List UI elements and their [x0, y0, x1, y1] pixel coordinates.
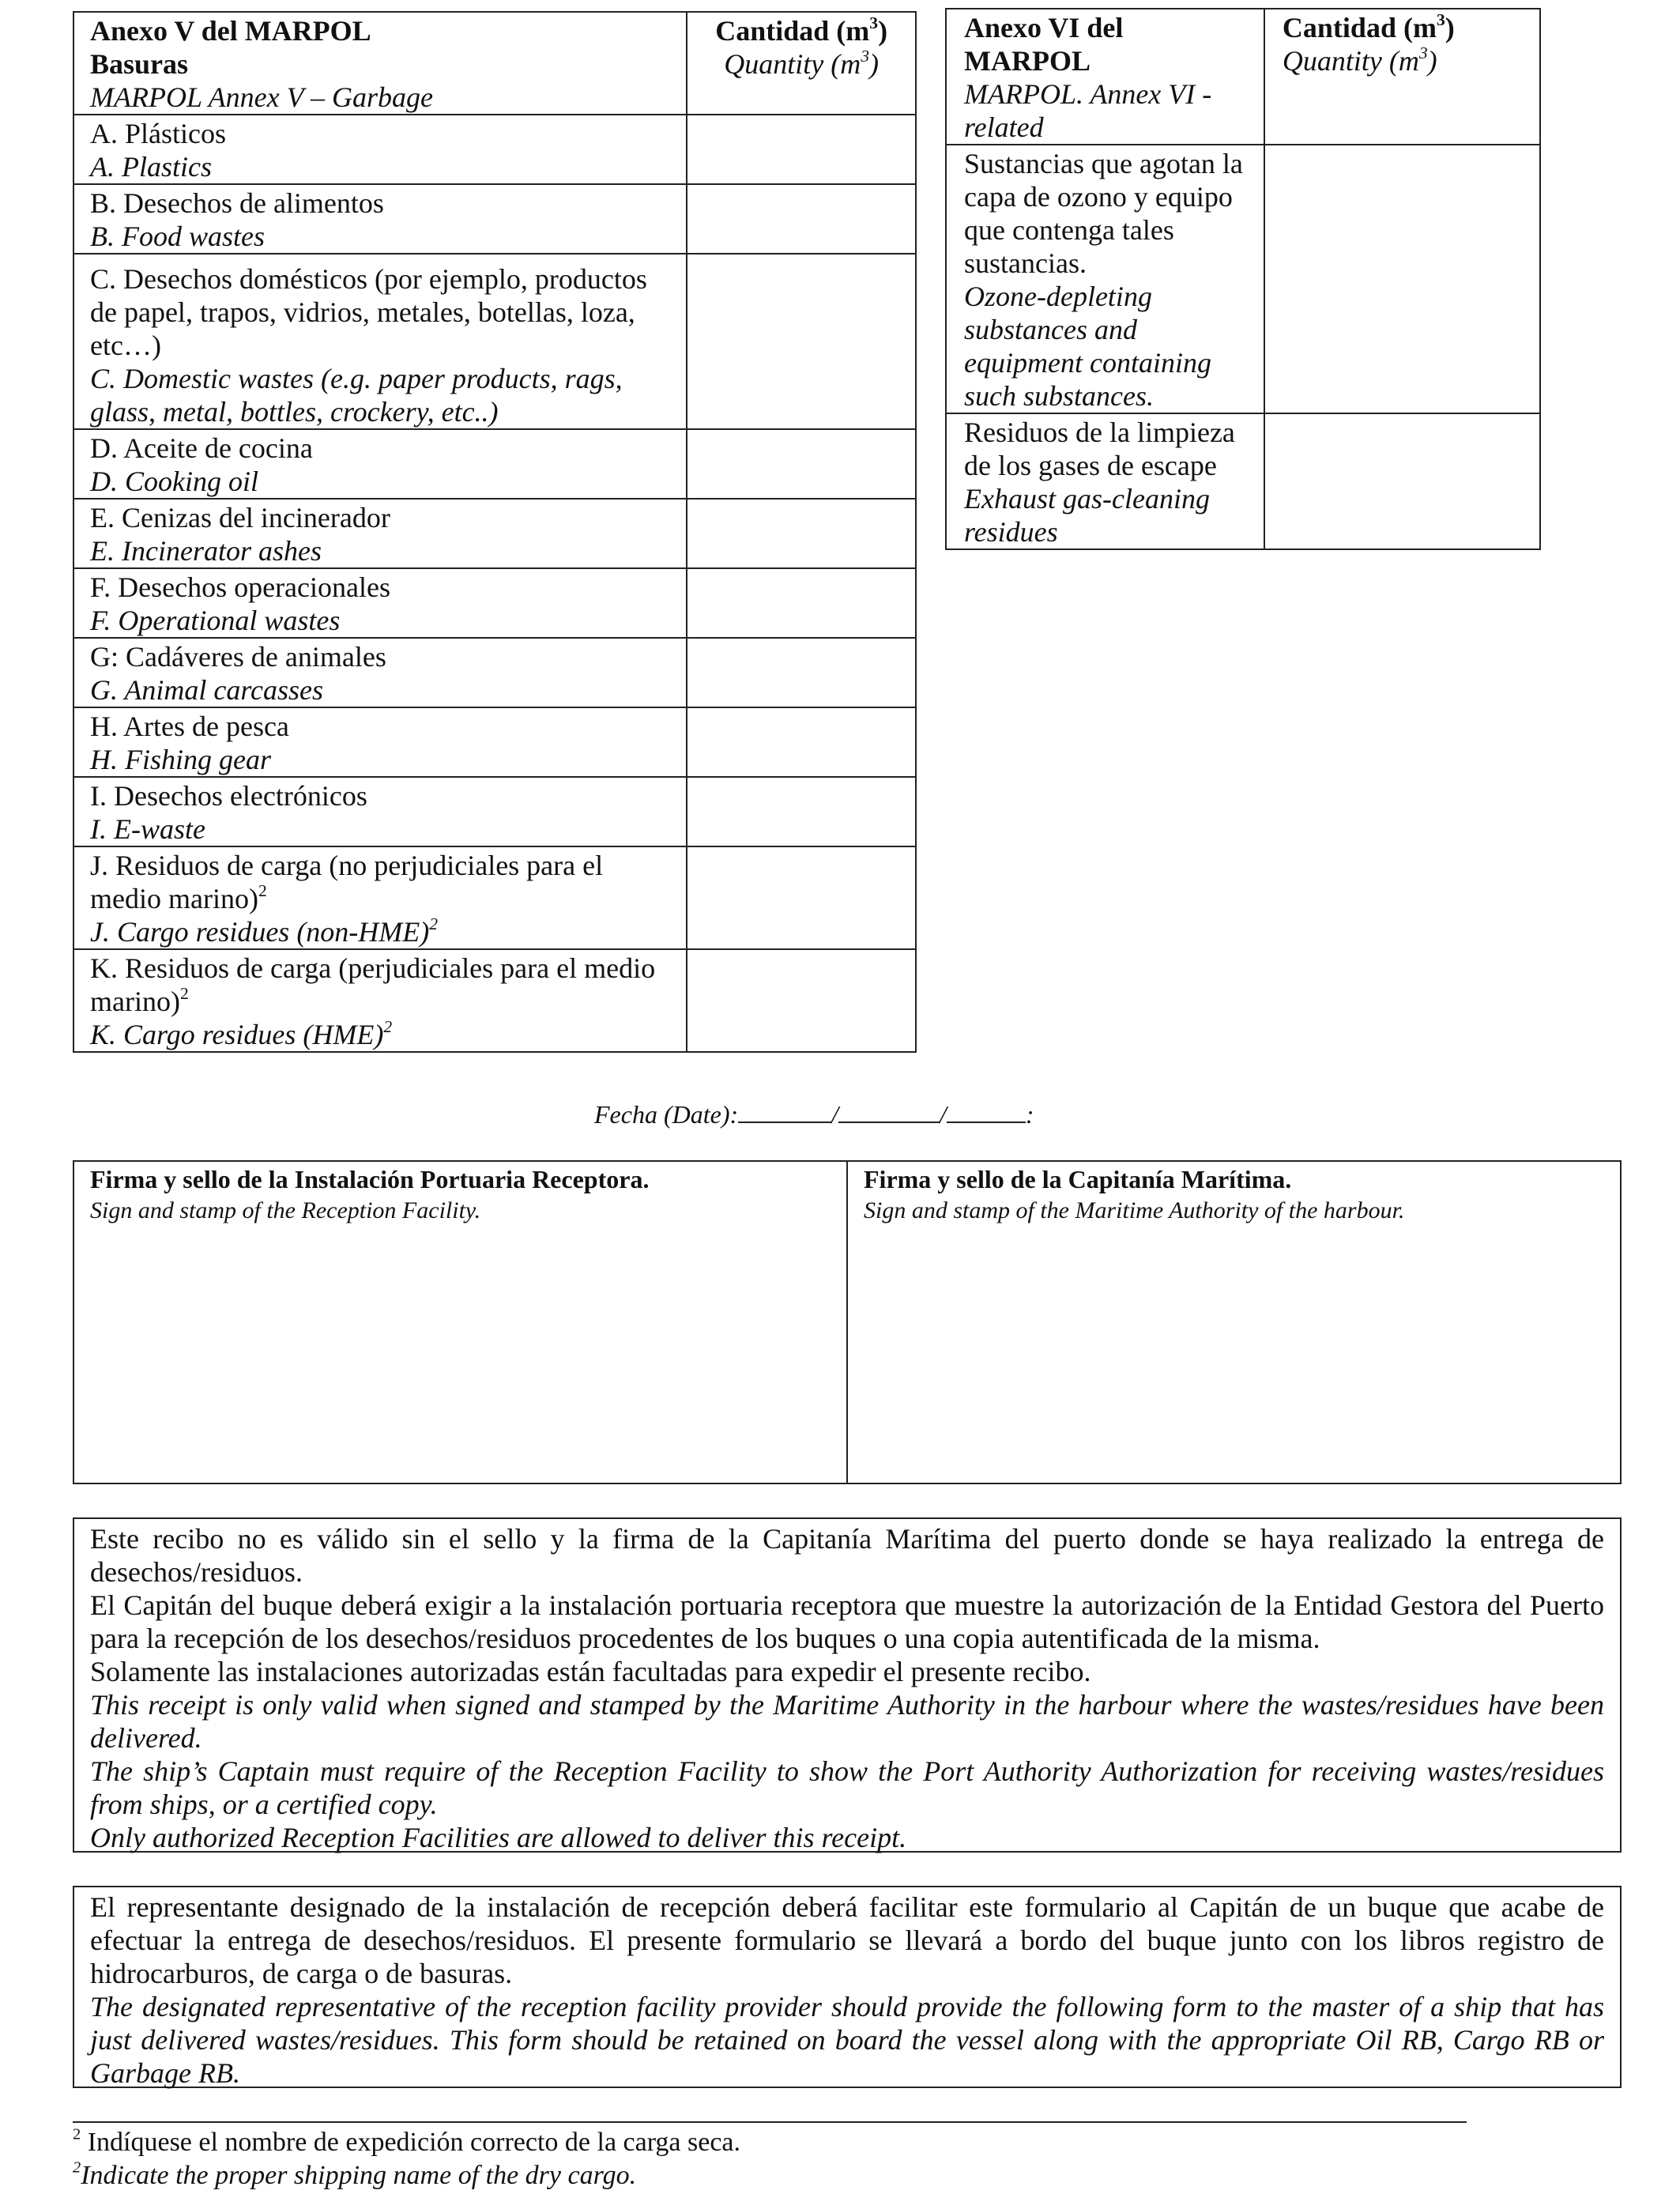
facility-signature-subtitle: Sign and stamp of the Reception Facility. [90, 1197, 481, 1223]
qty-unit-superscript: 3 [1436, 9, 1445, 29]
annex-v-row [73, 184, 916, 254]
waste-type-en: C. Domestic wastes (e.g. paper products, rags, glass, metal, bottles, crockery, etc..) [90, 363, 623, 428]
qty-label-en-text: Quantity (m [1282, 45, 1419, 77]
annex-v-title: Anexo V del MARPOL [90, 15, 371, 47]
qty-label-en-text: Quantity (m [724, 48, 861, 80]
waste-type-cell [73, 429, 687, 499]
date-month-field[interactable] [838, 1099, 940, 1123]
annex-vi-rows [946, 145, 1540, 549]
quantity-input-cell[interactable] [687, 499, 916, 568]
substance-es: Residuos de la limpieza de los gases de escape [964, 417, 1235, 481]
footnote-en [73, 2159, 740, 2192]
annex-v-row [73, 115, 916, 184]
quantity-input-cell[interactable] [687, 568, 916, 638]
waste-type-cell [73, 949, 687, 1052]
qty-label-close: ) [878, 15, 888, 47]
waste-type-en: D. Cooking oil [90, 466, 258, 497]
waste-type-en: H. Fishing gear [90, 744, 271, 775]
date-line [594, 1099, 1034, 1129]
notice-paragraph: El Capitán del buque deberá exigir a la instalación portuaria receptora que muestre la autorización de la Entidad Gestora del Puerto para la recepción de los desechos/residuos procedentes de los buques o una copia autentificada de la misma. [90, 1589, 1604, 1654]
footnote-mark: 2 [73, 2158, 81, 2177]
annex-vi-row [946, 145, 1540, 413]
waste-type-en: F. Operational wastes [90, 605, 341, 636]
qty-unit-superscript: 3 [861, 46, 870, 66]
notice-paragraph: Only authorized Reception Facilities are allowed to deliver this receipt. [90, 1822, 907, 1853]
footnote-es [73, 2126, 740, 2159]
substance-es: Sustancias que agotan la capa de ozono y equipo que contenga tales sustancias. [964, 148, 1243, 279]
waste-type-cell [73, 184, 687, 254]
waste-type-es: H. Artes de pesca [90, 711, 289, 742]
waste-type-es: K. Residuos de carga (perjudiciales para el medio marino)$^2$ [90, 952, 656, 1017]
waste-type-en-text: K. Cargo residues (HME) [90, 1019, 384, 1050]
quantity-input-cell[interactable] [687, 429, 916, 499]
annex-v-row [73, 846, 916, 949]
footnote-ref: 2 [429, 914, 439, 933]
quantity-input-cell[interactable] [687, 707, 916, 777]
quantity-input-cell[interactable] [687, 184, 916, 254]
qty-label-close: ) [869, 48, 880, 80]
waste-type-cell [73, 638, 687, 707]
annex-v-subtitle: Basuras [90, 48, 189, 80]
waste-type-es: A. Plásticos [90, 118, 227, 149]
date-label: Fecha (Date): [594, 1100, 739, 1129]
facility-signature-title: Firma y sello de la Instalación Portuaria Receptora. [90, 1165, 650, 1193]
qty-label-es [1283, 11, 1522, 44]
annex-v-title-en: MARPOL Annex V – Garbage [90, 81, 433, 113]
qty-label-es [703, 14, 899, 47]
quantity-input-cell[interactable] [687, 638, 916, 707]
annex-v-table [73, 11, 917, 1053]
annex-v-row [73, 949, 916, 1052]
annex-vi-title-en: MARPOL. Annex VI - related [964, 78, 1212, 143]
waste-type-en-text: J. Cargo residues (non-HME) [90, 916, 430, 948]
qty-label-en [703, 47, 899, 81]
qty-unit-superscript: 3 [1418, 43, 1428, 62]
annex-v-row [73, 499, 916, 568]
authority-signature-subtitle: Sign and stamp of the Maritime Authority of the harbour. [864, 1197, 1405, 1223]
date-end: : [1025, 1100, 1034, 1129]
date-year-field[interactable] [947, 1099, 1026, 1123]
waste-type-es: G: Cadáveres de animales [90, 641, 386, 673]
qty-label-close: ) [1445, 12, 1455, 43]
footnote-es-text: Indíquese el nombre de expedición correcto de la carga seca. [81, 2128, 741, 2157]
waste-type-en: B. Food wastes [90, 221, 265, 252]
waste-type-cell [73, 254, 687, 429]
authority-signature-title: Firma y sello de la Capitanía Marítima. [864, 1165, 1292, 1193]
annex-v-row [73, 254, 916, 429]
footnote-ref: 2 [383, 1016, 393, 1036]
annex-vi-header-cell [946, 9, 1264, 145]
footnote-divider [73, 2121, 1467, 2123]
waste-type-es: B. Desechos de alimentos [90, 187, 384, 219]
quantity-input-cell[interactable] [687, 115, 916, 184]
signature-table [73, 1160, 1622, 1484]
waste-type-en: A. Plastics [90, 151, 212, 183]
footnote-ref: 2 [179, 983, 189, 1003]
qty-unit-superscript: 3 [869, 13, 879, 32]
waste-type-es: D. Aceite de cocina [90, 432, 313, 464]
waste-type-cell [73, 115, 687, 184]
quantity-input-cell[interactable] [687, 254, 916, 429]
waste-type-cell [73, 499, 687, 568]
quantity-input-cell[interactable] [687, 949, 916, 1052]
waste-type-es: I. Desechos electrónicos [90, 780, 367, 812]
notice-paragraph: Solamente las instalaciones autorizadas están facultadas para expedir el presente recibo. [90, 1656, 1091, 1687]
representative-notice [73, 1886, 1622, 2088]
waste-type-es: C. Desechos domésticos (por ejemplo, productos de papel, trapos, vidrios, metales, botellas, loza, etc…) [90, 263, 647, 361]
qty-label-es-text: Cantidad (m [715, 15, 870, 47]
substance-cell [946, 145, 1264, 413]
quantity-input-cell[interactable] [1264, 145, 1540, 413]
footnote-mark: 2 [73, 2125, 81, 2143]
substance-en: Ozone-depleting substances and equipment containing such substances. [964, 281, 1211, 412]
annex-v-row [73, 777, 916, 846]
waste-type-en [90, 1018, 670, 1051]
waste-type-es: E. Cenizas del incinerador [90, 502, 390, 533]
annex-v-row [73, 707, 916, 777]
footnote-ref: 2 [258, 880, 267, 900]
quantity-input-cell[interactable] [687, 777, 916, 846]
date-separator: / [831, 1100, 839, 1129]
waste-type-en: E. Incinerator ashes [90, 535, 322, 567]
quantity-input-cell[interactable] [1264, 413, 1540, 549]
waste-type-en: I. E-waste [90, 813, 205, 845]
notice-paragraph: This receipt is only valid when signed and stamped by the Maritime Authority in the harbour where the wastes/residues have been delivered. [90, 1689, 1604, 1754]
annex-v-header-row [73, 12, 916, 115]
substance-cell [946, 413, 1264, 549]
annex-vi-title: Anexo VI del MARPOL [964, 12, 1124, 77]
annex-v-rows [73, 115, 916, 1052]
waste-type-en [90, 915, 670, 948]
facility-signature-box[interactable] [73, 1161, 847, 1483]
annex-v-header-cell [73, 12, 687, 115]
notice-paragraph: The designated representative of the reception facility provider should provide the following form to the master of a ship that has just delivered wastes/residues. This form should be retained on board the vessel along with the appropriate Oil RB, Cargo RB or Garbage RB. [90, 1991, 1604, 2089]
annex-v-row [73, 429, 916, 499]
notice-paragraph: The ship’s Captain must require of the Reception Facility to show the Port Authority Authorization for receiving wastes/residues from ships, or a certified copy. [90, 1755, 1604, 1820]
annex-v-row [73, 638, 916, 707]
waste-type-cell [73, 777, 687, 846]
notice-paragraph: Este recibo no es válido sin el sello y la firma de la Capitanía Marítima del puerto donde se haya realizado la entrega de desechos/residuos. [90, 1523, 1604, 1588]
annex-v-row [73, 568, 916, 638]
annex-vi-header-row [946, 9, 1540, 145]
date-separator: / [940, 1100, 947, 1129]
qty-label-close: ) [1427, 45, 1437, 77]
validity-notice [73, 1517, 1622, 1853]
notice-paragraph: El representante designado de la instalación de recepción deberá facilitar este formulario al Capitán de un buque que acabe de efectuar la entrega de desechos/residuos. El presente formulario se llevará a bordo del buque junto con los libros registro de hidrocarburos, de carga o de basuras. [90, 1891, 1604, 1989]
waste-type-cell [73, 846, 687, 949]
waste-type-en: G. Animal carcasses [90, 674, 323, 706]
annex-vi-table [945, 8, 1541, 550]
footnote-en-text: Indicate the proper shipping name of the dry cargo. [81, 2161, 637, 2190]
authority-signature-box[interactable] [847, 1161, 1621, 1483]
waste-type-cell [73, 707, 687, 777]
date-day-field[interactable] [738, 1099, 831, 1123]
annex-vi-qty-header [1264, 9, 1540, 145]
qty-label-es-text: Cantidad (m [1282, 12, 1437, 43]
annex-vi-row [946, 413, 1540, 549]
waste-type-cell [73, 568, 687, 638]
annex-v-qty-header [687, 12, 916, 115]
footnotes [73, 2126, 740, 2192]
waste-type-es: F. Desechos operacionales [90, 571, 390, 603]
waste-type-es: J. Residuos de carga (no perjudiciales para el medio marino)$^2$ [90, 850, 604, 914]
quantity-input-cell[interactable] [687, 846, 916, 949]
substance-en: Exhaust gas-cleaning residues [964, 483, 1210, 548]
qty-label-en [1283, 44, 1522, 77]
